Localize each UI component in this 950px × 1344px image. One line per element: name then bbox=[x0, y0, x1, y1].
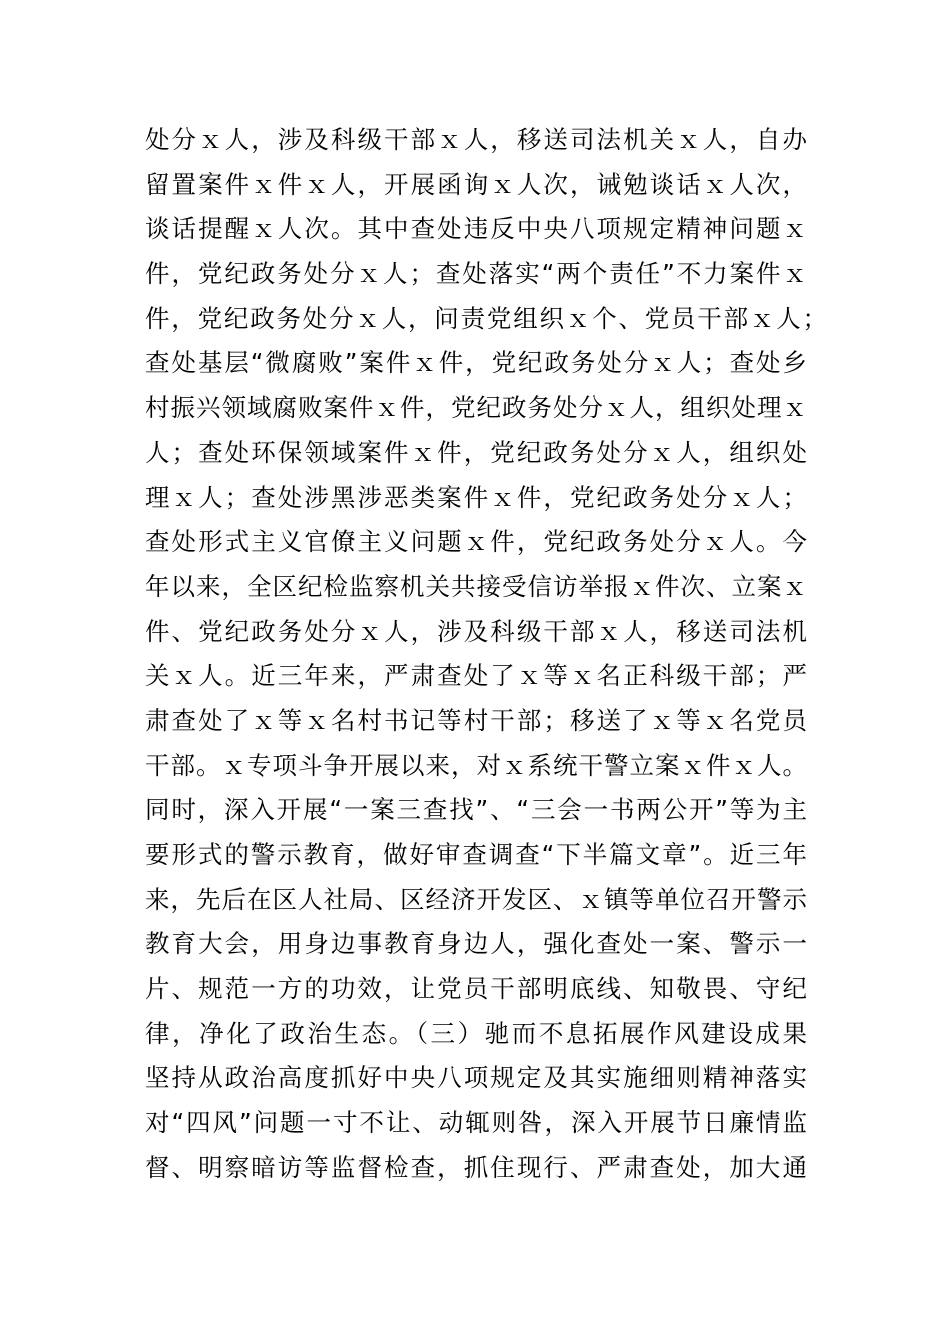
text-line: 关ｘ人。近三年来，严肃查处了ｘ等ｘ名正科级干部；严 bbox=[145, 661, 807, 691]
text-line: 同时，深入开展“一案三查找”、“三会一书两公开”等为主 bbox=[145, 795, 807, 825]
text-line: 律，净化了政治生态。（三）驰而不息拓展作风建设成果 bbox=[145, 1018, 807, 1048]
text-line: 要形式的警示教育，做好审查调查“下半篇文章”。近三年 bbox=[145, 840, 807, 869]
text-line: 理ｘ人；查处涉黑涉恶类案件ｘ件，党纪政务处分ｘ人； bbox=[145, 482, 807, 512]
text-line: 年以来，全区纪检监察机关共接受信访举报ｘ件次、立案ｘ bbox=[145, 571, 807, 601]
text-line: 留置案件ｘ件ｘ人，开展函询ｘ人次，诫勉谈话ｘ人次， bbox=[145, 169, 807, 199]
text-line: 片、规范一方的功效，让党员干部明底线、知敬畏、守纪 bbox=[145, 974, 807, 1004]
text-line: 肃查处了ｘ等ｘ名村书记等村干部；移送了ｘ等ｘ名党员 bbox=[145, 705, 807, 735]
text-line: 件，党纪政务处分ｘ人，问责党组织ｘ个、党员干部ｘ人； bbox=[145, 303, 827, 333]
text-line: 坚持从政治高度抓好中央八项规定及其实施细则精神落实 bbox=[145, 1063, 807, 1093]
text-line: 村振兴领域腐败案件ｘ件，党纪政务处分ｘ人，组织处理ｘ bbox=[145, 393, 807, 423]
text-line: 督、明察暗访等监督检查，抓住现行、严肃查处，加大通 bbox=[145, 1152, 807, 1182]
text-line: 件，党纪政务处分ｘ人；查处落实“两个责任”不力案件ｘ bbox=[145, 259, 807, 289]
text-line: 对“四风”问题一寸不让、动辄则咎，深入开展节日廉情监 bbox=[145, 1108, 807, 1138]
text-line: 人；查处环保领域案件ｘ件，党纪政务处分ｘ人，组织处 bbox=[145, 437, 807, 467]
text-line: 查处基层“微腐败”案件ｘ件，党纪政务处分ｘ人；查处乡 bbox=[145, 348, 807, 378]
document-body bbox=[145, 118, 827, 1191]
text-line: 来，先后在区人社局、区经济开发区、ｘ镇等单位召开警示 bbox=[145, 884, 807, 914]
text-line: 教育大会，用身边事教育身边人，强化查处一案、警示一 bbox=[145, 929, 807, 959]
text-line: 谈话提醒ｘ人次。其中查处违反中央八项规定精神问题ｘ bbox=[145, 214, 807, 244]
text-line: 处分ｘ人，涉及科级干部ｘ人，移送司法机关ｘ人，自办 bbox=[145, 125, 807, 154]
text-line: 件、党纪政务处分ｘ人，涉及科级干部ｘ人，移送司法机 bbox=[145, 616, 807, 646]
text-line: 干部。ｘ专项斗争开展以来，对ｘ系统干警立案ｘ件ｘ人。 bbox=[145, 750, 807, 780]
text-line: 查处形式主义官僚主义问题ｘ件，党纪政务处分ｘ人。今 bbox=[145, 527, 807, 557]
